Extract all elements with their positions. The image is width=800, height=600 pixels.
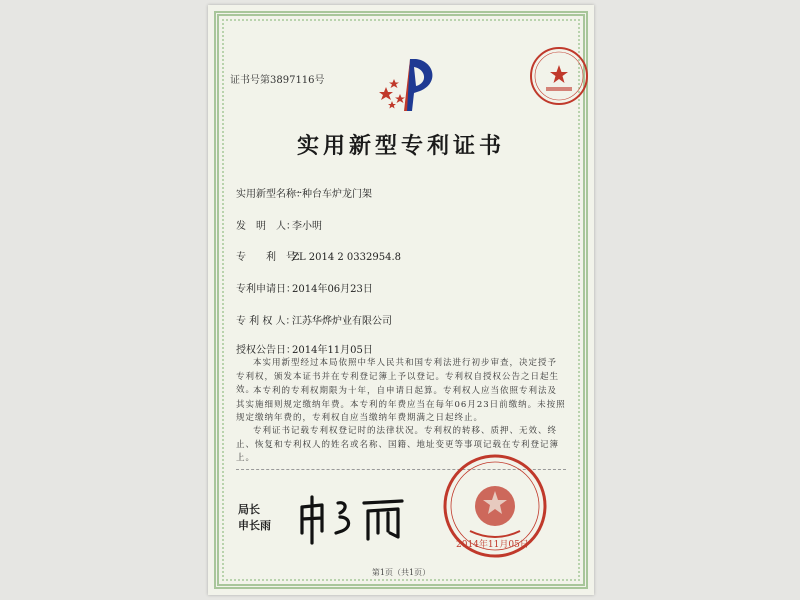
director-subtitle: 申长雨: [238, 519, 271, 532]
director-title: 局长: [238, 503, 260, 516]
field-value: ZL 2014 2 0332954.8: [292, 252, 402, 263]
certificate-page: [208, 5, 594, 595]
director-signature: [294, 489, 414, 549]
field-value: 江苏华烨炉业有限公司: [292, 316, 392, 327]
seal-date: 2014年11月05日: [456, 540, 529, 550]
field-label: 专利申请日：: [236, 284, 296, 295]
body-paragraph-3: 专利证书记载专利权登记时的法律状况。专利权的转移、质押、无效、终止、恢复和专利权人的姓名或名称、国籍、地址变更等事项记载在专利登记簿上。: [236, 426, 560, 463]
utility-model-name-row: [236, 185, 372, 200]
field-value: 2014年11月05日: [292, 345, 373, 356]
field-value: 一种台车炉龙门架: [292, 189, 372, 200]
field-label: 实用新型名称：: [236, 189, 306, 200]
body-paragraph-1: 本实用新型经过本局依照中华人民共和国专利法进行初步审查，决定授予专利权，颁发本证书并在专利登记簿上予以登记。专利权自授权公告之日起生效。: [236, 358, 560, 395]
patent-number-row: [236, 248, 401, 263]
field-value: 李小明: [292, 221, 322, 232]
field-value: 2014年06月23日: [292, 284, 373, 295]
certificate-number: 证书号第3897116号: [230, 75, 325, 86]
inventor-row: [236, 217, 322, 232]
body-paragraph-2: 本专利的专利权期限为十年，自申请日起算。专利权人应当依照专利法及其实施细则规定缴纳年费。本专利的年费应当在每年06月23日前缴纳。未按照规定缴纳年费的，专利权自应当缴纳年费期满之日起终止。: [236, 386, 566, 423]
application-date-row: [236, 280, 373, 295]
field-label: 专 利 号：: [236, 252, 306, 263]
patentee-row: [236, 312, 392, 327]
field-label: 授权公告日：: [236, 345, 296, 356]
field-label: 发 明 人：: [236, 221, 296, 232]
grant-date-row: [236, 341, 373, 356]
field-label: 专 利 权 人：: [236, 316, 296, 327]
page-number: 第1页（共1页）: [371, 568, 431, 577]
certificate-title: 实用新型专利证书: [296, 133, 505, 159]
patent-office-logo-icon: [376, 53, 446, 119]
agency-seal-icon: [528, 45, 590, 107]
